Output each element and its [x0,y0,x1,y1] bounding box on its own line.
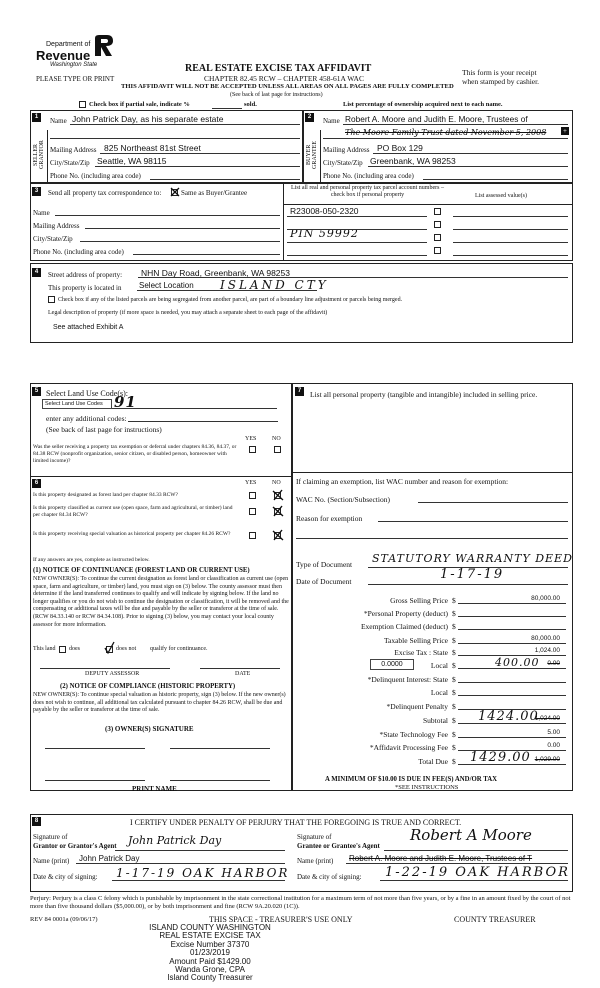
parcel-1-personal-checkbox[interactable] [434,208,441,215]
deputy-date-field[interactable] [200,668,280,669]
buyer-city-label: City/State/Zip [323,159,363,167]
land-use-label: Select Land Use Code(s): [46,389,128,398]
form-chapter: CHAPTER 82.45 RCW – CHAPTER 458-61A WAC [204,74,364,83]
stamp-line: Excise Number 37370 [170,939,250,949]
s5-yes-header: YES [245,436,257,442]
historic-no-check-icon [272,529,284,541]
exemption-question: Was the seller receiving a property tax exemption or deferral under chapters 84.36, 84.37, or 84.38 RCW (nonprofit organization, senior citizen, or disabled person, homeowner with limited income)? [33,444,237,464]
seller-phone-field[interactable] [150,179,300,180]
sold-label: sold. [244,101,257,108]
historic-text: NEW OWNER(S): To continue special valuation as historic property, sign (3) below. If the new owner(s) does not wish to continue, all additional tax calculated pursuant to chapter 84.26 RCW, shall be due and payable by the seller or transferor at the time of sale. [33,692,286,714]
doc-date-label: Date of Document [296,577,352,586]
historic-title: (2) NOTICE OF COMPLIANCE (HISTORIC PROPERTY) [60,683,236,690]
seller-mailing-label: Mailing Address [50,146,97,154]
dollar-sign: $ [452,675,456,684]
tax-row-value[interactable]: 80,000.00 [531,595,560,602]
print-name-label: PRINT NAME [132,785,177,793]
tax-row-label: *Affidavit Processing Fee [369,743,448,752]
grantor-agent-label: Grantor or Grantor's Agent [33,842,117,850]
segregated-label: Check box if any of the listed parcels are being segregated from another parcel, are part of a boundary line adjustment or parcels being merged. [58,297,403,303]
additional-codes-field[interactable] [128,421,278,422]
land-does-checkbox[interactable] [59,646,66,653]
tax-row-label: Taxable Selling Price [383,636,448,645]
see-instructions-note: *SEE INSTRUCTIONS [395,784,459,791]
corr-mailing-label: Mailing Address [33,222,80,230]
grantee-name-print-label: Name (print) [297,857,334,865]
additional-codes-label: enter any additional codes: [46,414,127,423]
same-as-buyer-label: Same as Buyer/Grantee [181,189,248,197]
treasurer-stamp [130,924,290,983]
dollar-sign: $ [452,730,456,739]
parcel-2-personal-checkbox[interactable] [434,221,441,228]
deputy-date-label: DATE [235,671,251,677]
tax-row-value[interactable]: 1,029.00 [534,756,560,763]
located-in-label: This property is located in [48,284,122,292]
assessed-header: List assessed value(s) [475,193,527,199]
send-correspondence-label: Send all property tax correspondence to: [48,189,162,197]
partial-sale-label: Check box if partial sale, indicate % [89,101,190,108]
grantor-name-print-label: Name (print) [33,857,70,865]
s6-yes-header: YES [245,480,257,486]
pct-ownership-note: List percentage of ownership acquired next to each name. [343,101,503,108]
seller-side-label: SELLER GRANTOR [33,140,45,170]
perjury-note: Perjury: Perjury is a class C felony which is punishable by imprisonment in the state correctional institution for a maximum term of not more than five years, or by a fine in an amount fixed by the court of not more than five thousand dollars ($5,000.00), or by both imprisonment and fine (RCW 9A.20.020 (1C)). [30,895,571,910]
land-does-not-label: does not [116,646,137,652]
section-number-7: 7 [295,387,304,396]
owner-sig-line-1[interactable] [45,748,145,749]
dollar-sign: $ [452,609,456,618]
buyer-phone-label: Phone No. (including area code) [323,172,414,180]
stamp-line: Wanda Grone, CPA [175,965,245,975]
stamp-line: 01/23/2019 [189,948,231,958]
dollar-sign: $ [452,743,456,752]
dollar-sign: $ [452,702,456,711]
tax-row-value[interactable]: 1,024.00 [534,647,560,654]
tax-row-label: Exemption Claimed (deduct) [360,622,448,631]
land-use-select[interactable]: Select Land Use Codes [42,399,112,409]
parcel-4-personal-checkbox[interactable] [434,247,441,254]
corr-name-label: Name [33,209,50,217]
street-address-field[interactable]: NHN Day Road, Greenbank, WA 98253 [141,268,290,278]
historic-question: Is this property receiving special valuation as historical property per chapter 84.26 RCW? [33,531,231,537]
exemption-no-checkbox[interactable] [274,446,281,453]
partial-sale-pct-line[interactable] [212,108,242,109]
reason-field[interactable] [378,521,568,522]
doc-type-label: Type of Document [296,560,353,569]
checkmark-icon [170,187,180,197]
buyer-name-label: Name [323,117,340,125]
owner-print-line-2[interactable] [170,780,270,781]
corr-name-field[interactable] [55,215,280,216]
expand-icon[interactable]: + [561,127,569,135]
parcel-3-personal-checkbox[interactable] [434,234,441,241]
seller-city-label: City/State/Zip [50,159,90,167]
section-number-6: 6 [32,479,41,488]
tax-row-value[interactable]: 0.00 [547,742,560,749]
buyer-side-label: BUYER GRANTEE [306,141,318,169]
section-number-8: 8 [32,817,41,826]
please-type: PLEASE TYPE OR PRINT [36,75,115,83]
corr-city-field[interactable] [80,241,280,242]
see-back-note: (See back of last page for instructions) [230,92,323,98]
stamp-line: Amount Paid $1429.00 [169,956,251,966]
grantor-name-field[interactable]: John Patrick Day [79,854,140,863]
seller-name-label: Name [50,117,67,125]
owner-sig-line-2[interactable] [170,748,270,749]
tax-row-label: *Delinquent Penalty [386,702,448,711]
seller-city-field[interactable]: Seattle, WA 98115 [97,156,167,166]
tax-row-label: Local [430,688,448,697]
legal-description-label: Legal description of property (if more space is needed, you may attach a separate sheet to each page of the affidavit) [48,310,328,316]
tax-row-label: Subtotal [422,716,448,725]
tax-row-label: *Personal Property (deduct) [363,609,448,618]
grantor-signature[interactable]: John Patrick Day [128,834,222,847]
form-warning: THIS AFFIDAVIT WILL NOT BE ACCEPTED UNLESS ALL AREAS ON ALL PAGES ARE FULLY COMPLETED [121,83,454,90]
certify-statement: I CERTIFY UNDER PENALTY OF PERJURY THAT THE FOREGOING IS TRUE AND CORRECT. [130,818,462,827]
parcel-1-field[interactable]: R23008-050-2320 [290,206,359,216]
section-number-5: 5 [32,387,41,396]
does-not-check-icon [103,641,115,655]
section-number-3: 3 [32,187,41,196]
grantee-name-field[interactable]: Robert A. Moore and Judith E. Moore, Trustees of T [349,854,533,863]
grantor-sig-of: Signature of [33,833,68,841]
dollar-sign: $ [452,648,456,657]
location-select[interactable]: Select Location [139,281,194,290]
doc-date-field[interactable]: 1-17-19 [440,567,505,582]
tax-row-value[interactable]: 1,024.00 [534,715,560,722]
partial-sale-checkbox[interactable] [79,101,86,108]
dollar-sign: $ [452,688,456,697]
current-use-yes-checkbox[interactable] [249,508,256,515]
treasurer-use-label: THIS SPACE - TREASURER'S USE ONLY [209,915,353,924]
corr-city-label: City/State/Zip [33,235,73,243]
grantor-date-field[interactable]: 1-17-19 OAK HARBOR [116,866,290,880]
historic-yes-checkbox[interactable] [249,532,256,539]
grantee-date-field[interactable]: 1-22-19 OAK HARBOR [385,865,570,880]
wac-field[interactable] [418,502,568,503]
tax-row-value[interactable]: 5.00 [547,729,560,736]
tax-row-label: Local [430,661,448,670]
dollar-sign: $ [452,757,456,766]
dollar-sign: $ [452,716,456,725]
location-handwritten: ISLAND CTY [220,278,329,292]
seller-name-field[interactable]: John Patrick Day, as his separate estate [72,114,224,124]
current-use-question: Is this property classified as current use (open space, farm and agricultural, or timber) land per chapter 84.34 RCW? [33,505,233,518]
subtotal-handwritten: 1424.00 [478,709,539,724]
forest-yes-checkbox[interactable] [249,492,256,499]
tax-row-label: Excise Tax : State [394,648,448,657]
dollar-sign: $ [452,636,456,645]
section-number-1: 1 [32,113,41,122]
exemption-yes-checkbox[interactable] [249,446,256,453]
assessed-value-3[interactable] [453,242,568,243]
reason-label: Reason for exemption [296,514,363,523]
seller-mailing-field[interactable]: 825 Northeast 81st Street [104,143,201,153]
parcel-2-field[interactable]: PIN 59992 [290,227,359,240]
deputy-assessor-label: DEPUTY ASSESSOR [85,671,140,677]
owner-print-line-1[interactable] [45,780,145,781]
current-use-no-check-icon [272,505,284,517]
stamp-line: Island County Treasurer [167,973,253,983]
assessed-value-1[interactable] [453,216,568,217]
assessed-value-4[interactable] [453,255,568,256]
dollar-sign: $ [452,661,456,670]
section-number-4: 4 [32,268,41,277]
this-land-label: This land [33,646,56,652]
dollar-sign: $ [452,622,456,631]
buyer-phone-field[interactable] [423,179,568,180]
personal-property-label: List all personal property (tangible and intangible) included in selling price. [310,390,538,399]
corr-mailing-field[interactable] [85,228,280,229]
s5-no-header: NO [272,436,281,442]
assessed-value-2[interactable] [453,229,568,230]
tax-row-value[interactable]: 0.00 [547,660,560,667]
street-address-label: Street address of property: [48,271,123,279]
stamp-line: REAL ESTATE EXCISE TAX [159,931,261,941]
segregated-checkbox[interactable] [48,296,55,303]
dept-of-text: Department of [46,41,91,48]
corr-phone-field[interactable] [133,254,280,255]
legal-description-field[interactable]: See attached Exhibit A [53,324,124,331]
if-yes-note: If any answers are yes, complete as instructed below. [33,557,150,563]
buyer-city-field[interactable]: Greenbank, WA 98253 [370,156,456,166]
grantee-signature[interactable]: Robert A Moore [410,826,532,844]
state-text: Washington State [50,62,98,68]
local-rate-field[interactable]: 0.0000 [370,659,414,670]
section-number-2: 2 [305,113,314,122]
owner-signature-label: (3) OWNER(S) SIGNATURE [105,725,194,733]
land-does-label: does [69,646,80,652]
tax-row-label: Total Due [418,757,448,766]
seller-phone-label: Phone No. (including area code) [50,172,141,180]
form-number: REV 84 0001a (09/06/17) [30,916,98,923]
buyer-mailing-label: Mailing Address [323,146,370,154]
tax-row-value[interactable]: 80,000.00 [531,635,560,642]
forest-no-check-icon [272,489,284,501]
grantee-date-label: Date & city of signing: [297,873,362,881]
grantee-sig-of: Signature of [297,833,332,841]
receipt-note-1: This form is your receipt [462,68,537,77]
total-handwritten: 1429.00 [470,750,531,765]
form-title: REAL ESTATE EXCISE TAX AFFIDAVIT [185,63,372,74]
minimum-note: A MINIMUM OF $10.00 IS DUE IN FEE(S) AND/OR TAX [325,776,498,783]
stamp-line: ISLAND COUNTY WASHINGTON [149,923,271,932]
qualify-label: qualify for continuance. [150,646,208,652]
corr-phone-label: Phone No. (including area code) [33,248,124,256]
s6-no-header: NO [272,480,281,486]
buyer-name-field[interactable]: Robert A. Moore and Judith E. Moore, Trustees of [345,114,528,124]
deputy-assessor-sig[interactable] [40,668,170,669]
buyer-mailing-field[interactable]: PO Box 129 [377,143,423,153]
dollar-sign: $ [452,596,456,605]
doc-type-field[interactable]: STATUTORY WARRANTY DEED [372,552,573,565]
receipt-note-2: when stamped by cashier. [462,77,540,86]
revenue-text: Revenue [36,48,91,63]
revenue-logo-icon [93,34,115,58]
tax-row-label: Gross Selling Price [390,596,448,605]
county-treasurer-label: COUNTY TREASURER [454,915,536,924]
parcel-header: List all real and personal property tax parcel account numbers – check box if personal property [291,185,444,198]
wac-label: WAC No. (Section/Subsection) [296,495,390,504]
forest-land-question: Is this property designated as forest land per chapter 84.33 RCW? [33,492,178,498]
tax-row-label: *Delinquent Interest: State [367,675,448,684]
continuance-title: (1) NOTICE OF CONTINUANCE (FOREST LAND OR CURRENT USE) [33,567,250,574]
land-use-see-back: (See back of last page for instructions) [46,425,162,434]
continuance-text: NEW OWNER(S): To continue the current designation as forest land or classification as current use (open space, farm and agriculture, or timber) land, you must sign on (3) below. The county assessor must then determine if the land transferred continues to qualify and will indicate by signing below. If the land no longer qualifies or you do not wish to continue the designation or classification, it will be removed and the compensating or additional taxes will be due and payable by the seller or transferor at the time of sale. (RCW 84.33.140 or RCW 84.34.108). Prior to signing (3) below, you may contact your local county assessor for more information. [33,576,289,628]
exemption-claim-label: If claiming an exemption, list WAC number and reason for exemption: [296,477,509,486]
tax-row-label: *State Technology Fee [379,730,448,739]
grantor-date-label: Date & city of signing: [33,873,98,881]
buyer-trust-name[interactable]: The Moore Family Trust dated November 5, 2008 [345,128,547,137]
grantee-agent-label: Grantee or Grantee's Agent [297,842,380,850]
land-use-code[interactable]: 91 [114,393,137,411]
local-tax-handwritten: 400.00 [495,656,540,669]
